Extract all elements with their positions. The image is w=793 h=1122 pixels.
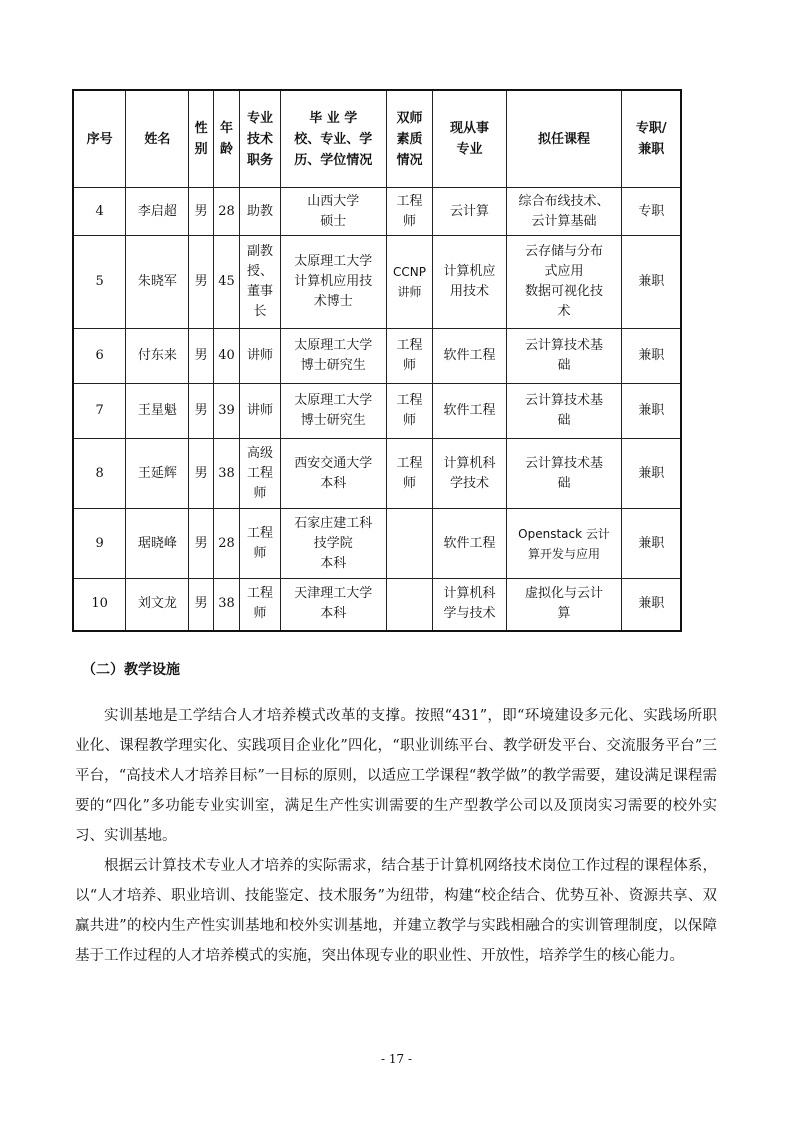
cell-age: 45 [213, 236, 239, 329]
cell-major: 云计算 [433, 188, 506, 236]
cell-name: 琚晓峰 [126, 509, 189, 579]
table-row [73, 329, 681, 384]
cell-name: 朱晓军 [126, 236, 189, 329]
header-type: 专职/ 兼职 [622, 90, 681, 188]
cell-age: 39 [213, 384, 239, 439]
cell-gender: 男 [189, 384, 213, 439]
cell-courses: 云计算技术基 础 [506, 384, 622, 439]
header-courses: 拟任课程 [506, 90, 622, 188]
cell-education: 山西大学 硕士 [280, 188, 386, 236]
table-row [73, 188, 681, 236]
cell-education: 天津理工大学 本科 [280, 579, 386, 631]
cell-gender: 男 [189, 579, 213, 631]
cell-gender: 男 [189, 236, 213, 329]
cell-major: 计算机科 学与技术 [433, 579, 506, 631]
page-number: - 17 - [380, 1052, 412, 1066]
cell-major: 计算机科 学技术 [433, 439, 506, 509]
header-age: 年 龄 [213, 90, 239, 188]
cell-education: 西安交通大学 本科 [280, 439, 386, 509]
cell-gender: 男 [189, 509, 213, 579]
cell-name: 刘文龙 [126, 579, 189, 631]
cell-age: 38 [213, 439, 239, 509]
cell-age: 40 [213, 329, 239, 384]
cell-courses: 虚拟化与云计 算 [506, 579, 622, 631]
section-heading: （二）教学设施 [82, 662, 180, 678]
cell-name: 王星魁 [126, 384, 189, 439]
cell-type: 专职 [622, 188, 681, 236]
cell-name: 王延辉 [126, 439, 189, 509]
table-header-row [73, 90, 681, 188]
cell-type: 兼职 [622, 509, 681, 579]
cell-courses: 云计算技术基 础 [506, 439, 622, 509]
header-title: 专业 技术 职务 [240, 90, 281, 188]
cell-title: 助教 [240, 188, 281, 236]
cell-type: 兼职 [622, 329, 681, 384]
table-row [73, 509, 681, 579]
cell-dual: 工程 师 [386, 439, 433, 509]
cell-title: 高级 工程 师 [240, 439, 281, 509]
cell-title: 副教 授、 董事 长 [240, 236, 281, 329]
cell-title: 讲师 [240, 329, 281, 384]
faculty-table [72, 89, 682, 632]
cell-dual: 工程 师 [386, 384, 433, 439]
cell-courses: Openstack 云计 算开发与应用 [506, 509, 622, 579]
cell-title: 工程 师 [240, 509, 281, 579]
table-row [73, 439, 681, 509]
cell-type: 兼职 [622, 579, 681, 631]
header-gender: 性 别 [189, 90, 213, 188]
cell-education: 石家庄建工科 技学院 本科 [280, 509, 386, 579]
cell-major: 软件工程 [433, 329, 506, 384]
cell-education: 太原理工大学 博士研究生 [280, 329, 386, 384]
cell-age: 28 [213, 188, 239, 236]
cell-dual [386, 579, 433, 631]
cell-courses: 云存储与分布 式应用 数据可视化技 术 [506, 236, 622, 329]
header-education: 毕 业 学 校、专业、学 历、学位情况 [280, 90, 386, 188]
cell-no: 10 [73, 579, 126, 631]
paragraph: 根据云计算技术专业人才培养的实际需求，结合基于计算机网络技术岗位工作过程的课程体系，以“人才培养、职业培训、技能鉴定、技术服务”为纽带，构建“校企结合、优势互补、资源共享、双赢共进”的校内生产性实训基地和校外实训基地，并建立教学与实践相融合的实训管理制度，以保障基于工作过程的人才培养模式的实施，突出体现专业的职业性、开放性，培养学生的核心能力。 [75, 858, 717, 964]
cell-no: 4 [73, 188, 126, 236]
header-no: 序号 [73, 90, 126, 188]
header-dual: 双师 素质 情况 [386, 90, 433, 188]
cell-no: 7 [73, 384, 126, 439]
cell-gender: 男 [189, 329, 213, 384]
cell-age: 38 [213, 579, 239, 631]
table-row [73, 236, 681, 329]
cell-title: 工程 师 [240, 579, 281, 631]
cell-no: 9 [73, 509, 126, 579]
cell-education: 太原理工大学 计算机应用技 术博士 [280, 236, 386, 329]
cell-no: 6 [73, 329, 126, 384]
table-row [73, 384, 681, 439]
cell-gender: 男 [189, 188, 213, 236]
paragraph: 实训基地是工学结合人才培养模式改革的支撑。按照“431”，即“环境建设多元化、实践场所职业化、课程教学理实化、实践项目企业化”四化，“职业训练平台、教学研发平台、交流服务平台”三平台，“高技术人才培养目标”一目标的原则，以适应工学课程“教学做”的教学需要，建设满足课程需要的“四化”多功能专业实训室，满足生产性实训需要的生产型教学公司以及顶岗实习需要的校外实习、实训基地。 [75, 708, 717, 844]
cell-no: 5 [73, 236, 126, 329]
cell-no: 8 [73, 439, 126, 509]
cell-dual: 工程 师 [386, 329, 433, 384]
cell-major: 计算机应 用技术 [433, 236, 506, 329]
cell-type: 兼职 [622, 236, 681, 329]
cell-gender: 男 [189, 439, 213, 509]
cell-courses: 云计算技术基 础 [506, 329, 622, 384]
cell-dual [386, 509, 433, 579]
cell-type: 兼职 [622, 439, 681, 509]
cell-name: 李启超 [126, 188, 189, 236]
header-name: 姓名 [126, 90, 189, 188]
cell-dual: 工程 师 [386, 188, 433, 236]
cell-title: 讲师 [240, 384, 281, 439]
cell-courses: 综合布线技术、 云计算基础 [506, 188, 622, 236]
cell-age: 28 [213, 509, 239, 579]
table-row [73, 579, 681, 631]
cell-major: 软件工程 [433, 509, 506, 579]
header-major: 现从事 专业 [433, 90, 506, 188]
cell-type: 兼职 [622, 384, 681, 439]
cell-major: 软件工程 [433, 384, 506, 439]
cell-education: 太原理工大学 博士研究生 [280, 384, 386, 439]
cell-name: 付东来 [126, 329, 189, 384]
cell-dual: CCNP 讲师 [386, 236, 433, 329]
